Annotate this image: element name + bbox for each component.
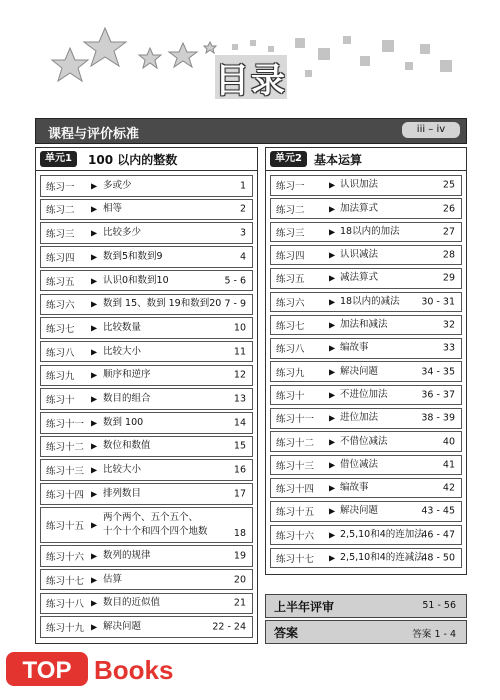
exercise-label: 练习六	[276, 297, 305, 309]
page-number: 11	[233, 346, 246, 358]
page-number: 36 - 37	[421, 389, 455, 401]
page-number: 21	[233, 597, 246, 609]
topic-line: 比较大小	[103, 345, 142, 357]
square-decoration	[232, 44, 238, 50]
toc-row[interactable]	[270, 478, 462, 499]
page-number: 46 - 47	[421, 529, 455, 541]
triangle-bullet-icon: ▶	[91, 489, 98, 499]
triangle-bullet-icon: ▶	[329, 530, 336, 540]
topic-line: 相等	[103, 203, 123, 215]
topic-line: 2,5,10和4的连减法	[340, 552, 424, 564]
triangle-bullet-icon: ▶	[329, 320, 336, 330]
page-number: 34 - 35	[421, 366, 455, 378]
page-number: 10	[233, 322, 246, 334]
page-title: 目录	[215, 60, 287, 101]
topic-label	[340, 388, 388, 402]
exercise-label: 练习十六	[276, 530, 315, 542]
topic-line: 解决问题	[103, 620, 142, 632]
topic-label	[340, 271, 378, 285]
exercise-label: 练习十三	[276, 460, 315, 472]
toc-row[interactable]	[270, 175, 462, 196]
toc-row[interactable]	[40, 270, 253, 292]
topic-line: 两个两个、五个五个、	[103, 511, 199, 523]
topic-label	[103, 202, 122, 216]
topic-label	[103, 620, 141, 634]
square-decoration	[318, 48, 330, 60]
toc-row[interactable]	[40, 388, 253, 410]
exercise-label: 练习九	[276, 367, 305, 379]
exercise-label: 练习十	[276, 390, 305, 402]
topic-line: 加法和减法	[340, 319, 388, 331]
topic-line: 排列数目	[103, 487, 142, 499]
triangle-bullet-icon: ▶	[329, 367, 336, 377]
triangle-bullet-icon: ▶	[329, 390, 336, 400]
star-icon	[204, 42, 216, 53]
page-number: 38 - 39	[421, 412, 455, 424]
exercise-label: 练习十七	[276, 554, 315, 566]
toc-row[interactable]	[40, 317, 253, 339]
star-icon	[84, 28, 126, 66]
exercise-label: 练习一	[276, 181, 305, 193]
triangle-bullet-icon: ▶	[91, 299, 98, 309]
toc-row[interactable]	[270, 198, 462, 219]
topic-label	[103, 463, 141, 477]
topic-label	[103, 596, 160, 610]
toc-row[interactable]	[270, 548, 462, 569]
page-number: 2	[239, 203, 246, 215]
page-number: 4	[239, 251, 246, 263]
topic-label	[340, 341, 369, 355]
toc-row[interactable]	[270, 338, 462, 359]
topic-line: 加法算式	[340, 202, 379, 214]
page-number: 27	[442, 226, 455, 238]
toc-row[interactable]	[270, 525, 462, 546]
triangle-bullet-icon: ▶	[329, 273, 336, 283]
page-number: 40	[442, 436, 455, 448]
topic-line: 18以内的减法	[340, 295, 400, 307]
toc-row[interactable]	[40, 569, 253, 591]
triangle-bullet-icon: ▶	[329, 343, 336, 353]
triangle-bullet-icon: ▶	[91, 441, 98, 451]
curriculum-standards-label: 课程与评价标准	[48, 127, 140, 142]
topic-label	[103, 487, 141, 501]
topic-line: 编故事	[340, 342, 369, 354]
triangle-bullet-icon: ▶	[91, 465, 98, 475]
square-decoration	[268, 46, 274, 52]
triangle-bullet-icon: ▶	[329, 413, 336, 423]
topic-line: 数目的组合	[103, 393, 151, 405]
topbooks-logo	[6, 650, 186, 688]
star-icon	[52, 48, 88, 81]
triangle-bullet-icon: ▶	[329, 250, 336, 260]
toc-row[interactable]	[40, 294, 253, 316]
topic-label	[340, 528, 424, 542]
exercise-label: 练习十四	[46, 489, 85, 501]
topic-line: 编故事	[340, 482, 369, 494]
topic-label	[103, 297, 221, 311]
topic-label	[340, 295, 400, 309]
unit1-section	[35, 147, 258, 644]
square-decoration	[420, 44, 430, 54]
topic-line: 数目的近似值	[103, 597, 161, 609]
toc-row[interactable]	[40, 459, 253, 481]
toc-row[interactable]	[40, 199, 253, 221]
topic-line: 解决问题	[340, 365, 379, 377]
toc-row[interactable]	[270, 222, 462, 243]
square-decoration	[305, 70, 312, 77]
page-number: 19	[233, 550, 246, 562]
square-decoration	[405, 62, 413, 70]
page-number: 26	[442, 203, 455, 215]
answers-label: 答案	[274, 626, 299, 640]
page-number: 14	[233, 417, 246, 429]
topic-line: 解决问题	[340, 505, 379, 517]
topic-line: 比较数量	[103, 321, 142, 333]
topic-label	[340, 435, 388, 449]
toc-row[interactable]	[40, 483, 253, 505]
topic-label	[340, 248, 378, 262]
triangle-bullet-icon: ▶	[91, 418, 98, 428]
triangle-bullet-icon: ▶	[91, 347, 98, 357]
topic-label	[103, 250, 163, 264]
answers-bar[interactable]	[265, 620, 467, 644]
topic-label	[103, 511, 208, 539]
topic-line: 认识减法	[340, 249, 379, 261]
midterm-review-label: 上半年评审	[274, 600, 335, 614]
exercise-label: 练习五	[276, 274, 305, 286]
triangle-bullet-icon: ▶	[91, 323, 98, 333]
triangle-bullet-icon: ▶	[329, 553, 336, 563]
topic-label	[340, 551, 424, 565]
topic-label	[340, 202, 378, 216]
exercise-label: 练习四	[276, 251, 305, 263]
exercise-label: 练习二	[46, 205, 75, 217]
exercise-label: 练习五	[46, 276, 75, 288]
exercise-label: 练习十二	[46, 442, 85, 454]
page-number: 1	[239, 180, 246, 192]
exercise-label: 练习十六	[46, 551, 85, 563]
topic-line: 2,5,10和4的连加法	[340, 528, 424, 540]
unit2-header	[266, 148, 466, 171]
exercise-label: 练习十九	[46, 622, 85, 634]
triangle-bullet-icon: ▶	[329, 506, 336, 516]
exercise-label: 练习十八	[46, 599, 85, 611]
topic-line: 不借位减法	[340, 435, 388, 447]
topic-label	[103, 368, 151, 382]
topic-line: 比较多少	[103, 227, 142, 239]
exercise-label: 练习十三	[46, 466, 85, 478]
toc-row[interactable]	[270, 408, 462, 429]
toc-row[interactable]	[40, 616, 253, 638]
square-decoration	[343, 36, 351, 44]
topic-line: 不进位加法	[340, 388, 388, 400]
page-number: 17	[233, 488, 246, 500]
page-number: 5 - 6	[224, 275, 246, 287]
triangle-bullet-icon: ▶	[91, 520, 98, 530]
page-number: 16	[233, 464, 246, 476]
topic-line: 认识0和数到10	[103, 274, 169, 286]
exercise-label: 练习三	[46, 229, 75, 241]
square-decoration	[382, 40, 394, 52]
topic-line: 进位加法	[340, 412, 379, 424]
topic-line: 数到 15、数到 19和数到20	[103, 298, 222, 310]
curriculum-standards-bar[interactable]	[35, 118, 467, 144]
exercise-label: 练习八	[276, 344, 305, 356]
topic-label	[103, 274, 169, 288]
exercise-label: 练习八	[46, 347, 75, 359]
topic-label	[103, 392, 151, 406]
page-number: 25	[442, 179, 455, 191]
topic-line: 认识加法	[340, 179, 379, 191]
topic-line: 数列的规律	[103, 549, 151, 561]
page-number: 28	[442, 249, 455, 261]
topic-label	[340, 365, 378, 379]
toc-row[interactable]	[40, 365, 253, 387]
topic-line: 数到5和数到9	[103, 250, 163, 262]
page-number: 13	[233, 393, 246, 405]
topic-label	[103, 573, 122, 587]
topic-label	[103, 345, 141, 359]
unit1-title: 100 以内的整数	[88, 153, 178, 167]
toc-row[interactable]	[40, 246, 253, 268]
topic-label	[340, 225, 400, 239]
page-number: 48 - 50	[421, 552, 455, 564]
logo-top-text: TOP	[22, 657, 72, 684]
triangle-bullet-icon: ▶	[329, 227, 336, 237]
triangle-bullet-icon: ▶	[91, 252, 98, 262]
triangle-bullet-icon: ▶	[91, 228, 98, 238]
toc-row[interactable]	[40, 175, 253, 197]
square-decoration	[295, 38, 305, 48]
topic-label	[340, 458, 378, 472]
exercise-label: 练习三	[276, 227, 305, 239]
topic-label	[103, 179, 132, 193]
page-number: 12	[233, 369, 246, 381]
exercise-label: 练习六	[46, 300, 75, 312]
triangle-bullet-icon: ▶	[329, 437, 336, 447]
toc-row[interactable]	[270, 315, 462, 336]
toc-row[interactable]	[40, 545, 253, 567]
topic-label	[103, 416, 143, 430]
topic-line: 估算	[103, 573, 123, 585]
toc-row[interactable]	[40, 412, 253, 434]
exercise-label: 练习四	[46, 252, 75, 264]
toc-row[interactable]	[270, 455, 462, 476]
page-number: 15	[233, 440, 246, 452]
toc-row[interactable]	[40, 222, 253, 244]
exercise-label: 练习十	[46, 395, 75, 407]
exercise-label: 练习十五	[46, 520, 85, 532]
page-number: 7 - 9	[224, 298, 246, 310]
page-number: 43 - 45	[421, 505, 455, 517]
triangle-bullet-icon: ▶	[91, 575, 98, 585]
exercise-label: 练习十二	[276, 437, 315, 449]
exercise-label: 练习九	[46, 371, 75, 383]
triangle-bullet-icon: ▶	[91, 622, 98, 632]
unit2-section	[265, 147, 467, 575]
page-title-box	[215, 55, 287, 99]
exercise-label: 练习十七	[46, 575, 85, 587]
topic-line: 数到 100	[103, 416, 144, 428]
toc-row[interactable]	[270, 385, 462, 406]
triangle-bullet-icon: ▶	[91, 370, 98, 380]
toc-row[interactable]	[270, 292, 462, 313]
topic-line: 多或少	[103, 179, 132, 191]
topic-line: 18以内的加法	[340, 225, 400, 237]
answers-pages: 答案 1 - 4	[412, 629, 456, 640]
unit2-badge: 单元2	[270, 151, 307, 167]
star-icon	[169, 43, 197, 67]
logo-books-text: Books	[94, 655, 174, 685]
topic-label	[340, 318, 388, 332]
triangle-bullet-icon: ▶	[329, 460, 336, 470]
square-decoration	[440, 60, 452, 72]
exercise-label: 练习二	[276, 204, 305, 216]
triangle-bullet-icon: ▶	[91, 394, 98, 404]
triangle-bullet-icon: ▶	[91, 598, 98, 608]
triangle-bullet-icon: ▶	[91, 204, 98, 214]
exercise-label: 练习十一	[46, 418, 85, 430]
toc-row[interactable]	[40, 507, 253, 543]
toc-row[interactable]	[270, 501, 462, 522]
page-number: 41	[442, 459, 455, 471]
topic-label	[340, 481, 369, 495]
exercise-label: 练习十四	[276, 484, 315, 496]
page-number: 20	[233, 574, 246, 586]
triangle-bullet-icon: ▶	[329, 180, 336, 190]
toc-row[interactable]	[40, 341, 253, 363]
topic-line: 顺序和逆序	[103, 369, 151, 381]
exercise-label: 练习一	[46, 181, 75, 193]
topic-label	[340, 411, 378, 425]
toc-row[interactable]	[270, 431, 462, 452]
toc-row[interactable]	[270, 361, 462, 382]
page-number: 22 - 24	[212, 621, 246, 633]
topic-label	[103, 439, 151, 453]
topic-label	[103, 226, 141, 240]
square-decoration	[250, 40, 256, 46]
triangle-bullet-icon: ▶	[91, 551, 98, 561]
curriculum-standards-pages: iii – iv	[402, 122, 460, 138]
triangle-bullet-icon: ▶	[91, 276, 98, 286]
star-icon	[139, 48, 161, 68]
page-number: 33	[442, 342, 455, 354]
page-number: 18	[233, 527, 246, 539]
exercise-label: 练习十五	[276, 507, 315, 519]
topic-line: 减法算式	[340, 272, 379, 284]
topic-label	[103, 321, 141, 335]
topic-label	[340, 178, 378, 192]
page-number: 32	[442, 319, 455, 331]
topic-line: 借位减法	[340, 458, 379, 470]
exercise-label: 练习七	[46, 323, 75, 335]
topic-label	[340, 504, 378, 518]
triangle-bullet-icon: ▶	[329, 297, 336, 307]
exercise-label: 练习七	[276, 321, 305, 333]
toc-row[interactable]	[270, 245, 462, 266]
page-number: 42	[442, 482, 455, 494]
topic-line: 比较大小	[103, 464, 142, 476]
triangle-bullet-icon: ▶	[329, 204, 336, 214]
midterm-review-pages: 51 - 56	[422, 600, 456, 611]
unit2-title: 基本运算	[314, 153, 363, 167]
toc-row[interactable]	[40, 436, 253, 458]
triangle-bullet-icon: ▶	[91, 181, 98, 191]
page-number: 3	[239, 227, 246, 239]
topic-label	[103, 549, 151, 563]
page-number: 30 - 31	[421, 296, 455, 308]
page-number: 29	[442, 272, 455, 284]
unit1-badge: 单元1	[40, 151, 77, 167]
midterm-review-bar[interactable]	[265, 594, 467, 618]
triangle-bullet-icon: ▶	[329, 483, 336, 493]
topic-line: 数位和数值	[103, 440, 151, 452]
exercise-label: 练习十一	[276, 414, 315, 426]
toc-row[interactable]	[270, 268, 462, 289]
toc-row[interactable]	[40, 593, 253, 615]
unit1-header	[36, 148, 257, 171]
square-decoration	[360, 56, 370, 66]
topic-line-2: 十个十个和四个四个地数	[103, 525, 208, 537]
